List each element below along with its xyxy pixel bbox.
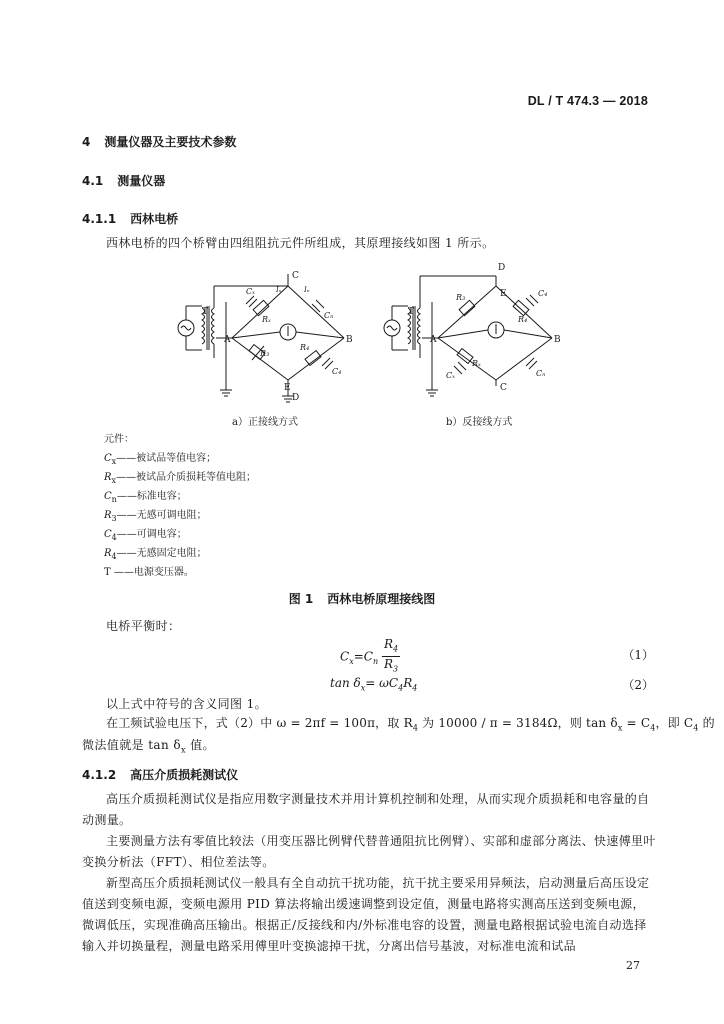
label-Cx: Cₓ — [446, 371, 455, 380]
label-C: C — [292, 271, 299, 281]
label-C: C — [500, 383, 507, 393]
heading-title: 西林电桥 — [130, 212, 179, 226]
label-A: A — [430, 335, 437, 345]
heading-title: 测量仪器及主要技术参数 — [104, 135, 237, 149]
figure-caption-b: b）反接线方式 — [446, 417, 513, 428]
label-R3: R₃ — [456, 293, 466, 302]
label-In: Iₙ — [304, 286, 310, 294]
legend-item: $C_x——$被试品等值电容； — [104, 453, 217, 466]
equation-explanation-line: 微法值就是 $\tan \delta_x$ 值。 — [82, 738, 215, 755]
label-Ix: Iₓ — [276, 286, 282, 294]
legend-item: $C_n——$标准电容； — [104, 491, 187, 504]
legend-item: T ——电源变压器。 — [104, 567, 194, 578]
diagram-b-reverse — [384, 263, 561, 396]
label-T: T — [408, 307, 415, 317]
equation-1: $C_x=C_n$ $\frac{R_4}{R_3}$ — [340, 637, 399, 674]
label-Cx: Cₓ — [246, 287, 255, 296]
equation-note: 以上式中符号的含义同图 1。 — [106, 697, 268, 711]
figure-title — [0, 590, 724, 607]
intro-paragraph: 西林电桥的四个桥臂由四组阻抗元件所组成，其原理接线如图 1 所示。 — [106, 236, 495, 250]
heading-number: 4.1.1 — [82, 212, 117, 226]
label-A: A — [224, 335, 231, 345]
label-C4: C₄ — [332, 367, 342, 376]
figure-number: 图 1 — [288, 592, 314, 606]
label-E: E — [284, 383, 291, 393]
heading-section-4-1-2 — [82, 766, 238, 783]
label-T: T — [202, 307, 209, 317]
label-R4: R₄ — [300, 343, 310, 352]
equation-2-number: （2） — [622, 678, 654, 692]
heading-section-4 — [82, 133, 236, 150]
heading-section-4-1 — [82, 172, 165, 189]
label-B: B — [346, 335, 353, 345]
diagram-a-positive — [178, 271, 353, 403]
equation-2: $\tan \delta_x= \omega C_4R_4$ — [330, 676, 418, 693]
label-Cn: Cₙ — [324, 311, 334, 320]
figure-title-text: 西林电桥原理接线图 — [327, 592, 436, 606]
label-R4: R₄ — [518, 315, 528, 324]
legend-item: $R_3——$无感可调电阻； — [104, 510, 207, 523]
doc-header-code: DL / T 474.3 — 2018 — [527, 94, 648, 108]
equation-explanation-line: 在工频试验电压下，式（2）中 ω = 2πf = 100π，取 $R_4$ 为 10000 / π = 3184Ω，则 $\tan \delta_x = C_4$，即 $C_4$ 的 — [106, 716, 715, 733]
heading-number: 4.1.2 — [82, 768, 117, 782]
heading-number: 4.1 — [82, 174, 104, 188]
label-Rx: Rₓ — [472, 359, 481, 368]
page-number: 27 — [626, 959, 640, 972]
heading-section-4-1-1 — [82, 210, 178, 227]
legend-item: $C_4——$可调电容； — [104, 529, 187, 542]
label-D: D — [498, 263, 506, 273]
heading-title: 测量仪器 — [117, 174, 166, 188]
resistor-rx-icon — [253, 300, 269, 315]
legend-head: 元件： — [104, 434, 134, 445]
heading-title: 高压介质损耗测试仪 — [130, 768, 239, 782]
label-Cn: Cₙ — [536, 369, 546, 378]
balance-text: 电桥平衡时： — [106, 619, 181, 633]
paragraph: 新型高压介质损耗测试仪一般具有全自动抗干扰功能，抗干扰主要采用异频法，启动测量后高压设定值送到变频电源，变频电源用 PID 算法将输出缓速调整到设定值，测量电路将实测高压送到变频电源，微调低压，实现准确高压输出。根据正/反接线和内/外标准电容的设置，测量电路根据试验电流自动选择输入并切换量程，测量电路采用傅里叶变换滤掉干扰，分离出信号基波，对标准电流和试品 — [82, 876, 650, 953]
paragraph: 高压介质损耗测试仪是指应用数字测量技术并用计算机控制和处理，从而实现介质损耗和电容量的自动测量。 — [82, 792, 650, 827]
label-R3: R₃ — [260, 349, 270, 358]
figure-caption-a: a）正接线方式 — [232, 417, 298, 428]
resistor-r4-icon — [513, 300, 529, 315]
label-Rx: Rₓ — [262, 315, 271, 324]
resistor-r4-icon — [305, 351, 321, 366]
legend-item: $R_x——$被试品介质损耗等值电阻； — [104, 472, 257, 485]
label-C4: C₄ — [538, 289, 548, 298]
heading-number: 4 — [82, 135, 91, 149]
label-E: E — [500, 289, 507, 299]
label-B: B — [554, 335, 561, 345]
label-D: D — [292, 393, 300, 403]
resistor-r3-icon — [459, 300, 475, 315]
paragraph: 主要测量方法有零值比较法（用变压器比例臂代替普通阻抗比例臂）、实部和虚部分离法、快速傅里叶变换分析法（FFT）、相位差法等。 — [82, 834, 656, 869]
equation-1-number: （1） — [622, 648, 654, 662]
schering-bridge-diagram — [160, 262, 580, 412]
legend-item: $R_4——$无感固定电阻； — [104, 548, 207, 561]
